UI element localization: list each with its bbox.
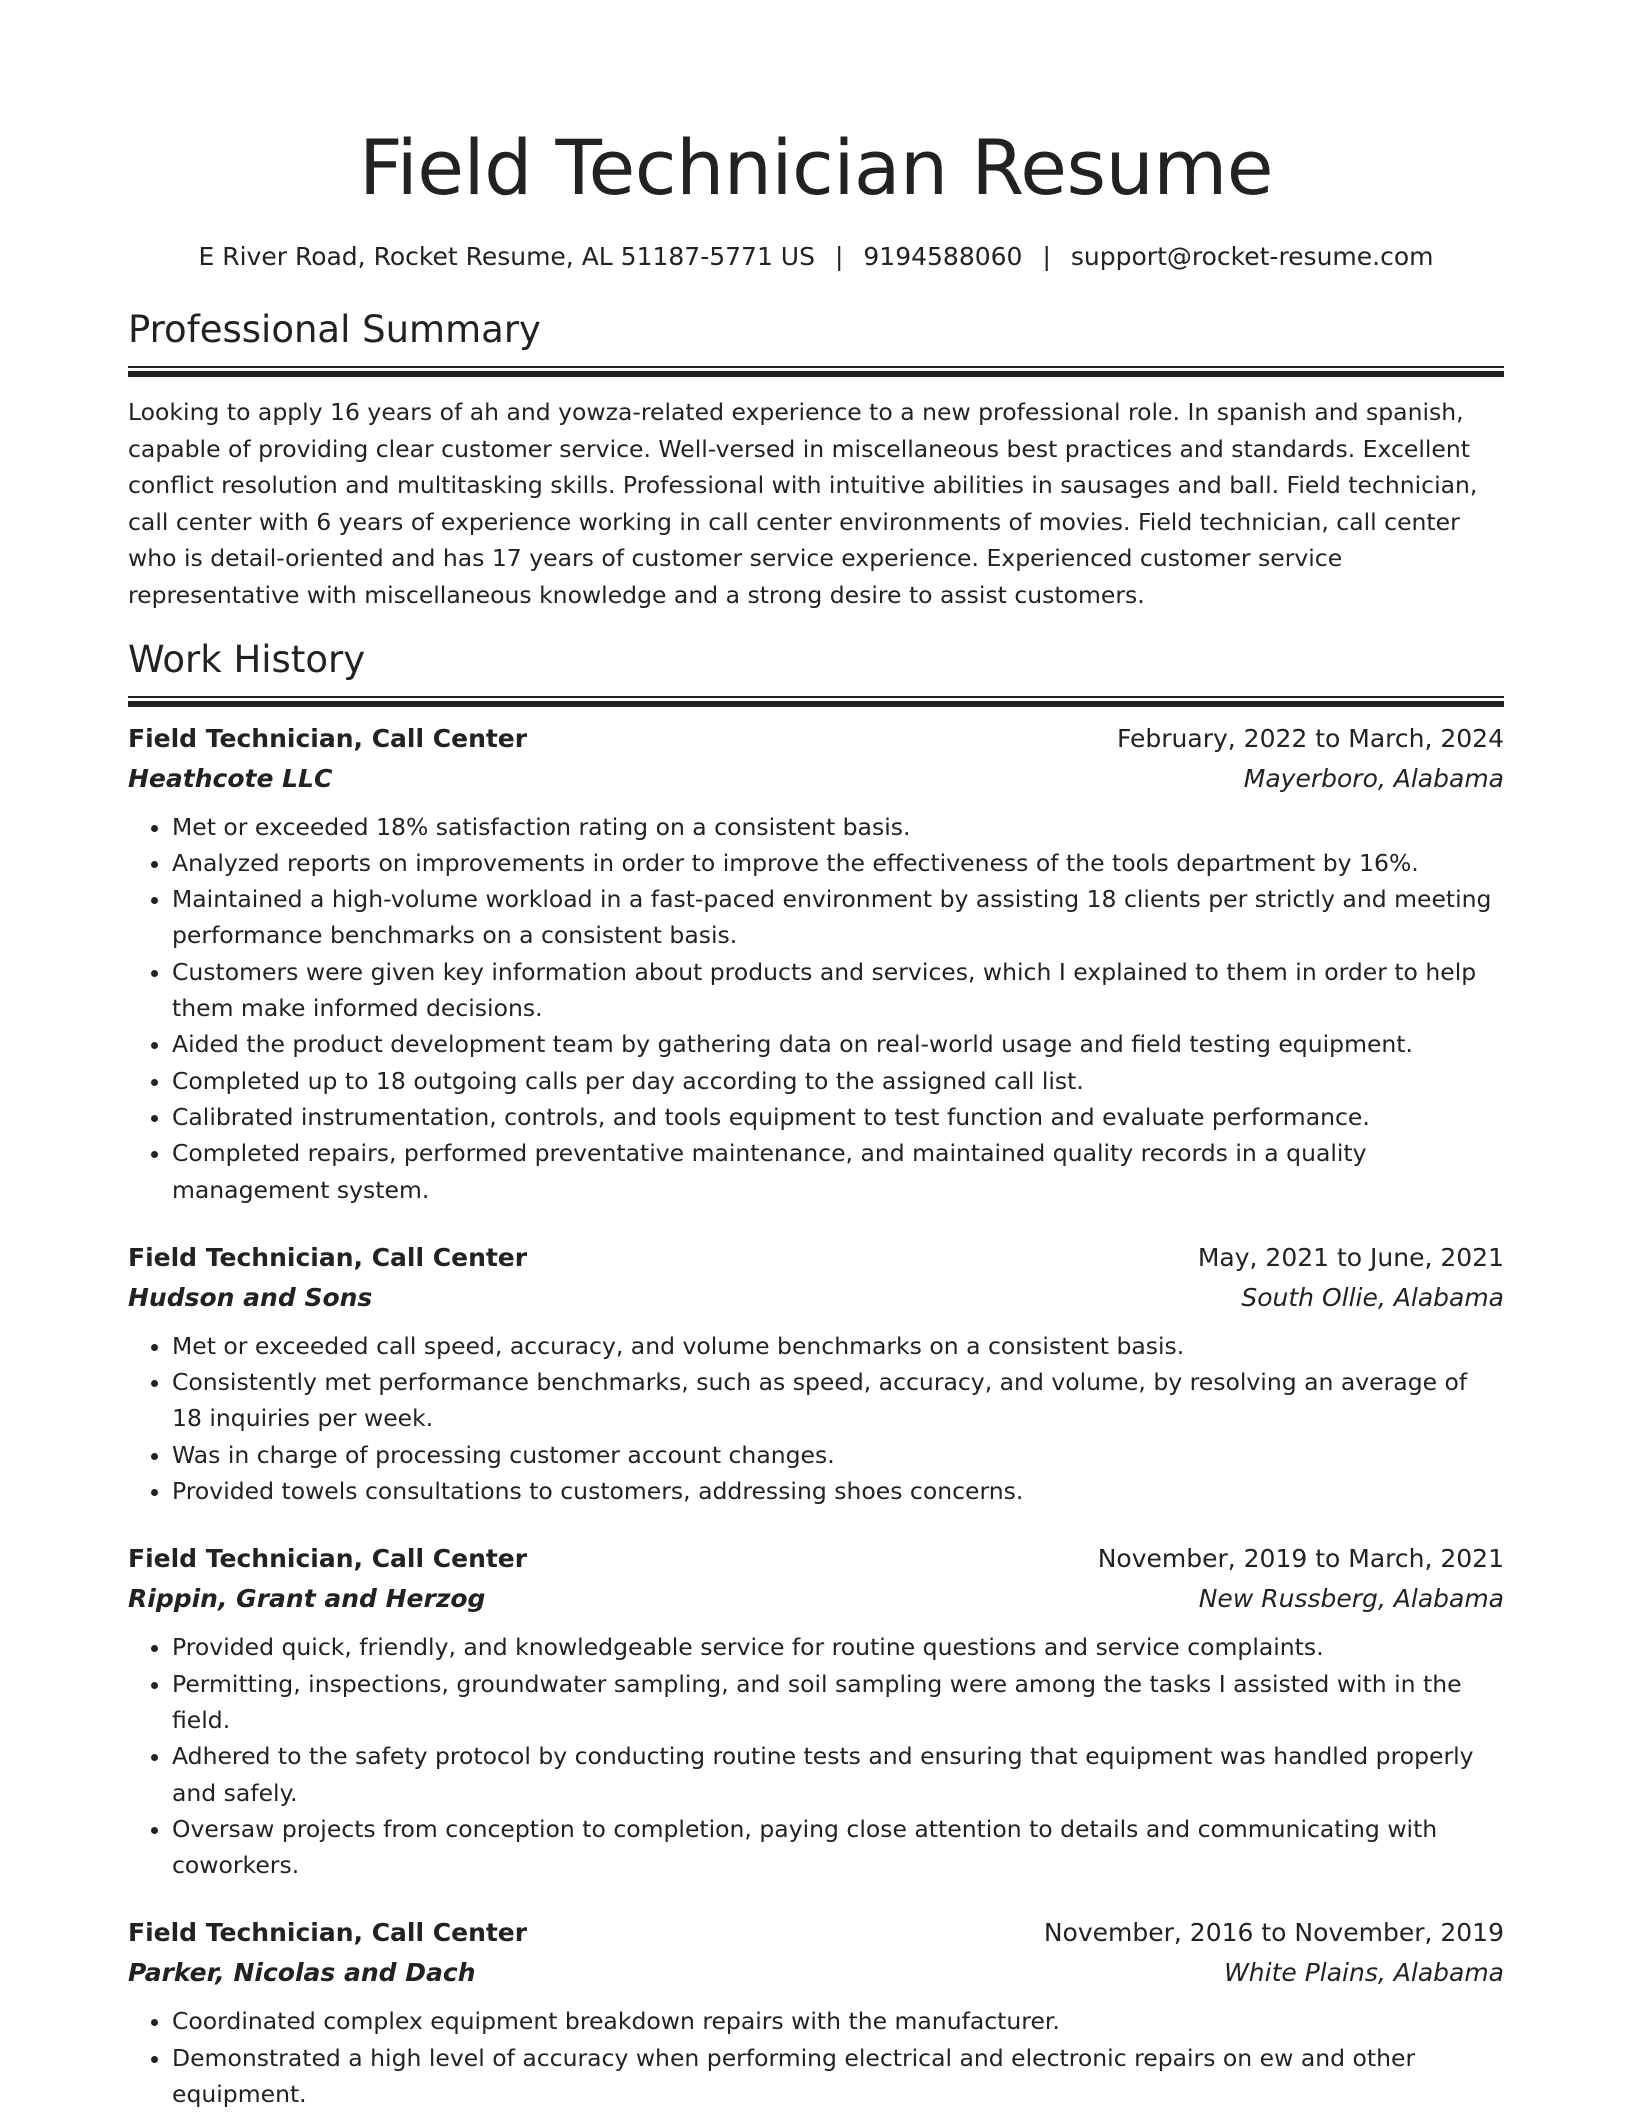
job-bullets	[128, 1328, 1504, 1509]
work-history-heading: Work History	[128, 637, 366, 681]
list-item: • Provided towels consultations to customers, addressing shoes concerns.	[172, 1473, 1504, 1509]
job-subheader-row	[128, 759, 1504, 799]
contact-phone: 9194588060	[863, 242, 1023, 271]
summary-section	[128, 306, 1504, 614]
job-title: Field Technician, Call Center	[128, 1918, 528, 1948]
job-entry	[128, 719, 1504, 1208]
job-location: White Plains, Alabama	[1224, 1958, 1504, 1988]
list-item: • Aided the product development team by gathering data on real-world usage and field testing equipment.	[172, 1026, 1504, 1062]
list-item: • Met or exceeded call speed, accuracy, and volume benchmarks on a consistent basis.	[172, 1328, 1504, 1364]
contact-email: support@rocket-resume.com	[1070, 242, 1434, 271]
job-entry	[128, 1913, 1504, 2112]
list-item: • Was in charge of processing customer account changes.	[172, 1437, 1504, 1473]
list-item: • Completed repairs, performed preventative maintenance, and maintained quality records in a quality management system.	[172, 1135, 1504, 1208]
list-item: • Maintained a high-volume workload in a fast-paced environment by assisting 18 clients per strictly and meeting performance benchmarks on a consistent basis.	[172, 881, 1504, 954]
job-location: South Ollie, Alabama	[1241, 1282, 1504, 1312]
job-title: Field Technician, Call Center	[128, 723, 528, 753]
job-header-row	[128, 1913, 1504, 1953]
job-company: Rippin, Grant and Herzog	[128, 1584, 486, 1614]
list-item: • Oversaw projects from conception to completion, paying close attention to details and communicating with coworkers.	[172, 1811, 1504, 1884]
job-subheader-row	[128, 1953, 1504, 1993]
job-bullets	[128, 809, 1504, 1208]
list-item: • Demonstrated a high level of accuracy when performing electrical and electronic repairs on ew and other equipment.	[172, 2040, 1504, 2112]
job-location: New Russberg, Alabama	[1198, 1584, 1504, 1614]
summary-heading: Professional Summary	[128, 308, 541, 351]
contact-separator: |	[1042, 242, 1051, 271]
job-header-row	[128, 1539, 1504, 1579]
list-item: • Coordinated complex equipment breakdown repairs with the manufacturer.	[172, 2003, 1504, 2039]
job-bullets	[128, 2003, 1504, 2112]
job-title: Field Technician, Call Center	[128, 1544, 528, 1574]
job-bullets	[128, 1629, 1504, 1883]
job-dates: May, 2021 to June, 2021	[1197, 1242, 1504, 1272]
section-divider	[128, 366, 1504, 377]
job-header-row	[128, 1238, 1504, 1278]
list-item: • Consistently met performance benchmarks, such as speed, accuracy, and volume, by resolving an average of 18 inquiries per week.	[172, 1364, 1504, 1437]
job-title: Field Technician, Call Center	[128, 1242, 528, 1272]
summary-text: Looking to apply 16 years of ah and yowza-related experience to a new professional role. In spanish and spanish, capable of providing clear customer service. Well-versed in miscellaneous best practices and standards. Excellent conflict resolution and multitasking skills. Professional with intuitive abilities in sausages and ball. Field technician, call center with 6 years of experience working in call center environments of movies. Field technician, call center who is detail-oriented and has 17 years of customer service experience. Experienced customer service representative with miscellaneous knowledge and a strong desire to assist customers.	[128, 398, 1478, 609]
list-item: • Adhered to the safety protocol by conducting routine tests and ensuring that equipment was handled properly and safely.	[172, 1738, 1504, 1811]
contact-address: E River Road, Rocket Resume, AL 51187-5771 US	[198, 242, 815, 271]
section-divider	[128, 696, 1504, 707]
list-item: • Calibrated instrumentation, controls, and tools equipment to test function and evaluate performance.	[172, 1099, 1504, 1135]
contact-line	[128, 240, 1504, 274]
list-item: • Met or exceeded 18% satisfaction rating on a consistent basis.	[172, 809, 1504, 845]
list-item: • Permitting, inspections, groundwater sampling, and soil sampling were among the tasks I assisted with in the field.	[172, 1666, 1504, 1739]
contact-separator: |	[834, 242, 844, 271]
job-subheader-row	[128, 1278, 1504, 1318]
job-subheader-row	[128, 1579, 1504, 1619]
job-dates: February, 2022 to March, 2024	[1116, 723, 1504, 753]
job-company: Parker, Nicolas and Dach	[128, 1958, 476, 1988]
list-item: • Customers were given key information about products and services, which I explained to them in order to help them make informed decisions.	[172, 954, 1504, 1027]
job-company: Heathcote LLC	[128, 763, 333, 793]
job-entry	[128, 1539, 1504, 1883]
job-dates: November, 2016 to November, 2019	[1043, 1918, 1504, 1948]
list-item: • Provided quick, friendly, and knowledgeable service for routine questions and service complaints.	[172, 1629, 1504, 1665]
job-header-row	[128, 719, 1504, 759]
job-entry	[128, 1238, 1504, 1509]
job-location: Mayerboro, Alabama	[1243, 763, 1504, 793]
job-company: Hudson and Sons	[128, 1282, 373, 1312]
job-dates: November, 2019 to March, 2021	[1097, 1544, 1504, 1574]
list-item: • Completed up to 18 outgoing calls per day according to the assigned call list.	[172, 1063, 1504, 1099]
list-item: • Analyzed reports on improvements in order to improve the effectiveness of the tools department by 16%.	[172, 845, 1504, 881]
work-history-section	[128, 636, 1504, 2112]
page-title: Field Technician Resume	[358, 123, 1274, 212]
